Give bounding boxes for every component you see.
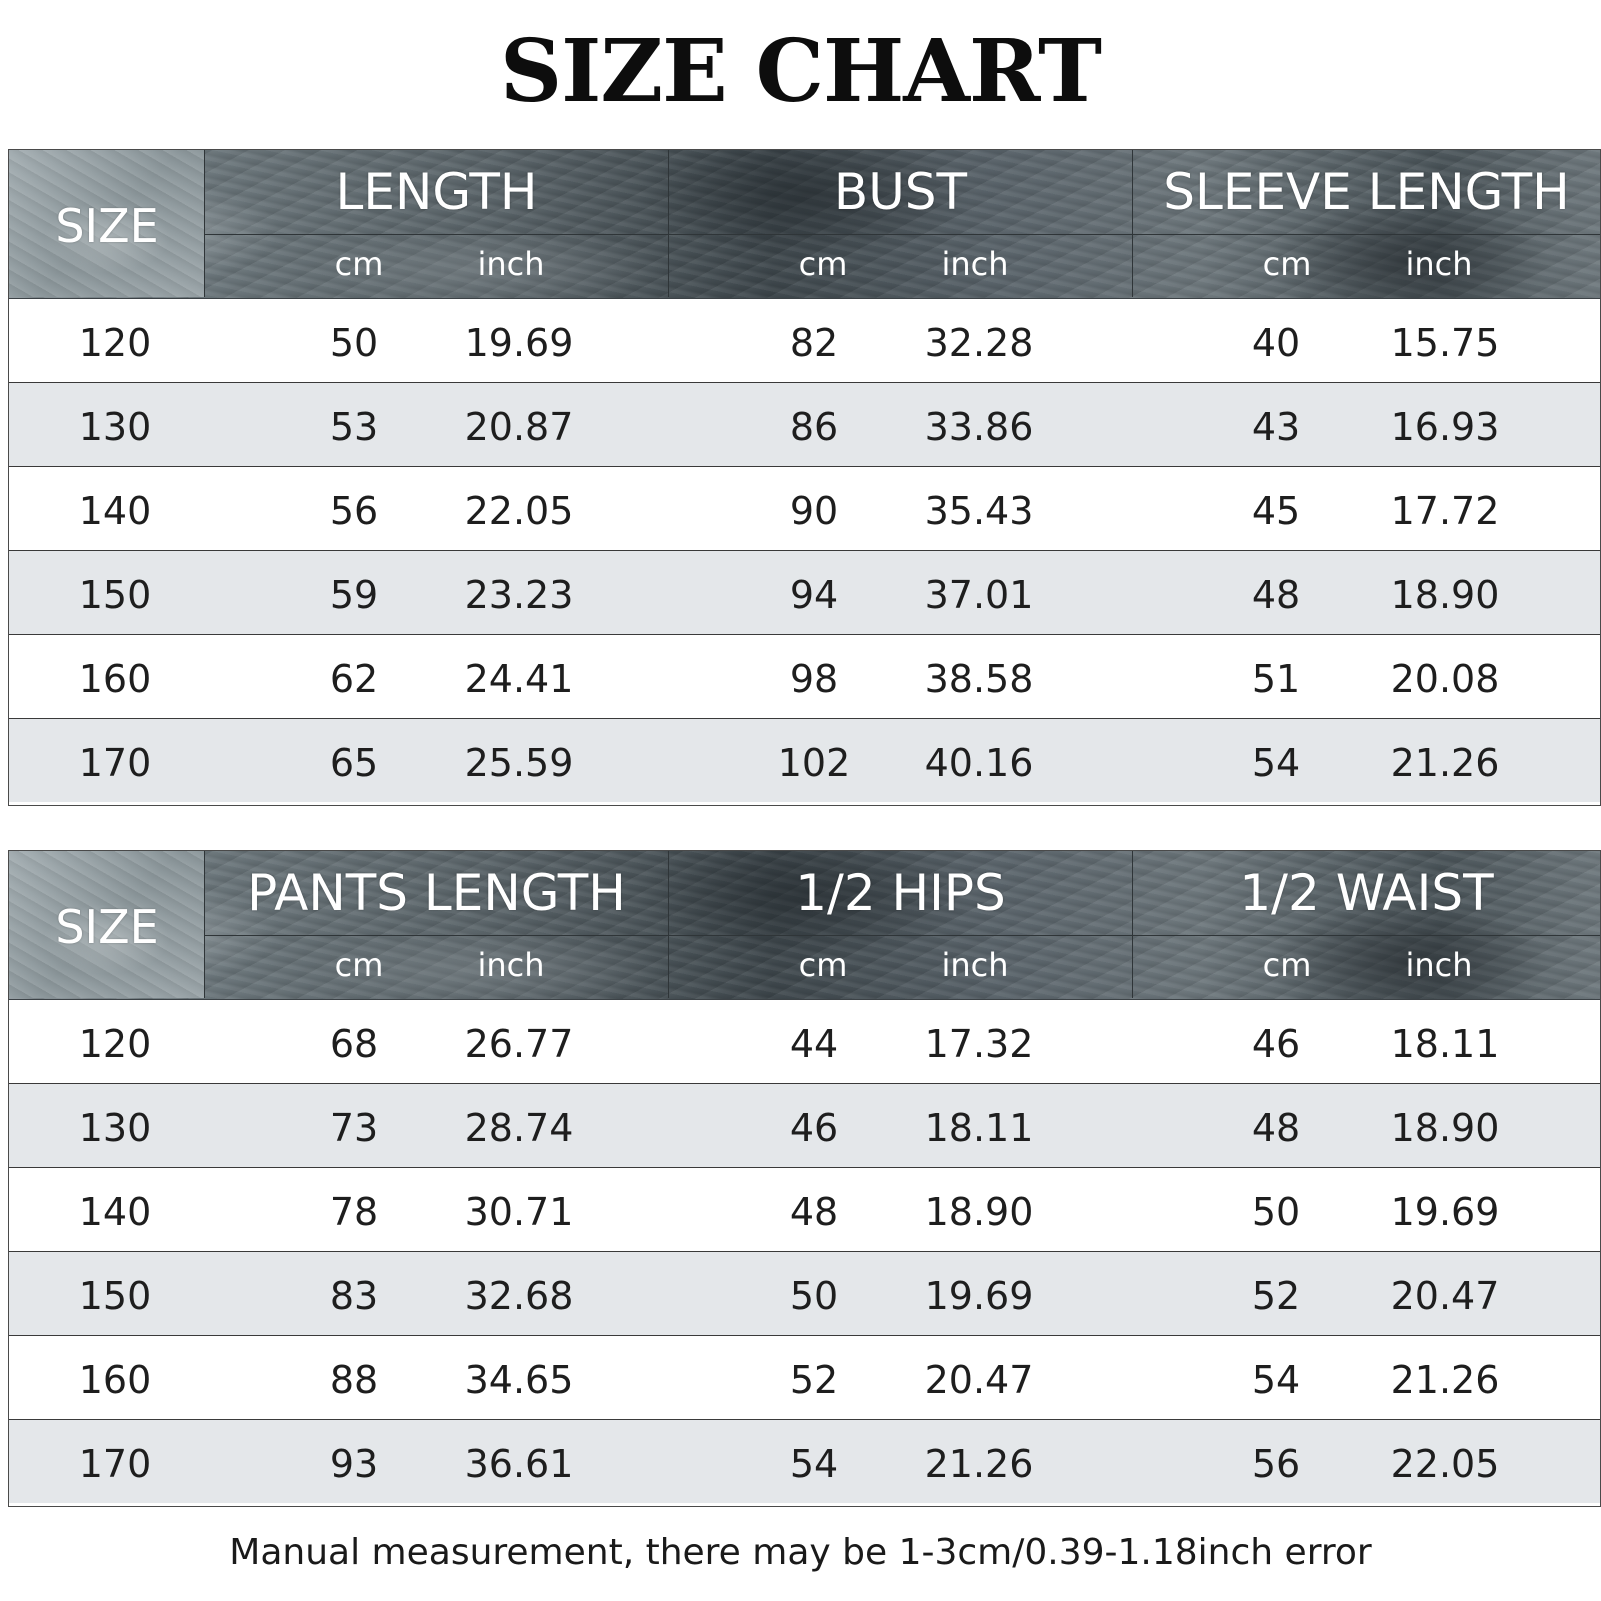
group1-cm-cell: 73 xyxy=(329,1106,379,1150)
unit-inch-label: inch xyxy=(477,245,545,283)
group3-cm-cell: 43 xyxy=(1251,405,1301,449)
unit-inch-label: inch xyxy=(1405,946,1473,984)
group-divider xyxy=(205,935,668,936)
group3-inch-cell: 18.11 xyxy=(1390,1022,1500,1066)
group1-inch-cell: 30.71 xyxy=(464,1190,574,1234)
table-row xyxy=(9,1336,1600,1420)
group3-inch-cell: 17.72 xyxy=(1390,489,1500,533)
group3-cm-cell: 50 xyxy=(1251,1190,1301,1234)
group2-cm-cell: 86 xyxy=(789,405,839,449)
group1-cm-cell: 88 xyxy=(329,1358,379,1402)
group2-inch-cell: 18.11 xyxy=(924,1106,1034,1150)
group-divider xyxy=(669,234,1132,235)
size-cell: 120 xyxy=(78,321,152,365)
group2-cm-cell: 54 xyxy=(789,1442,839,1486)
unit-inch-label: inch xyxy=(477,946,545,984)
group2-inch-cell: 18.90 xyxy=(924,1190,1034,1234)
table-row xyxy=(9,551,1600,635)
unit-cm-label: cm xyxy=(798,245,848,283)
group2-cm-cell: 46 xyxy=(789,1106,839,1150)
group1-cm-cell: 78 xyxy=(329,1190,379,1234)
size-header-cell xyxy=(9,851,205,998)
group-label: 1/2 HIPS xyxy=(795,864,1006,922)
group2-cm-cell: 82 xyxy=(789,321,839,365)
unit-cm-label: cm xyxy=(334,946,384,984)
table-row xyxy=(9,383,1600,467)
table-row xyxy=(9,1000,1600,1084)
group-divider xyxy=(669,935,1132,936)
column-group-pants-length xyxy=(205,851,669,998)
table-row xyxy=(9,1168,1600,1252)
group1-inch-cell: 34.65 xyxy=(464,1358,574,1402)
unit-inch-label: inch xyxy=(941,946,1009,984)
group3-cm-cell: 40 xyxy=(1251,321,1301,365)
group2-cm-cell: 94 xyxy=(789,573,839,617)
group3-inch-cell: 15.75 xyxy=(1390,321,1500,365)
table-row xyxy=(9,719,1600,802)
group1-inch-cell: 19.69 xyxy=(464,321,574,365)
unit-inch-label: inch xyxy=(1405,245,1473,283)
size-table-top xyxy=(8,149,1601,806)
table-header xyxy=(9,851,1600,1000)
group2-inch-cell: 35.43 xyxy=(924,489,1034,533)
group1-cm-cell: 65 xyxy=(329,741,379,785)
measurement-footnote: Manual measurement, there may be 1-3cm/0.39-1.18inch error xyxy=(229,1532,1372,1573)
group1-inch-cell: 22.05 xyxy=(464,489,574,533)
group1-cm-cell: 83 xyxy=(329,1274,379,1318)
size-cell: 170 xyxy=(78,1442,152,1486)
group2-inch-cell: 40.16 xyxy=(924,741,1034,785)
group1-cm-cell: 68 xyxy=(329,1022,379,1066)
page-title: SIZE CHART xyxy=(500,21,1101,122)
group1-inch-cell: 20.87 xyxy=(464,405,574,449)
group1-cm-cell: 62 xyxy=(329,657,379,701)
group2-cm-cell: 98 xyxy=(789,657,839,701)
group3-cm-cell: 48 xyxy=(1251,573,1301,617)
group2-inch-cell: 37.01 xyxy=(924,573,1034,617)
size-cell: 170 xyxy=(78,741,152,785)
group3-cm-cell: 52 xyxy=(1251,1274,1301,1318)
group2-cm-cell: 90 xyxy=(789,489,839,533)
group-divider xyxy=(1133,234,1600,235)
column-group-half-waist xyxy=(1133,851,1600,998)
group3-inch-cell: 19.69 xyxy=(1390,1190,1500,1234)
group2-inch-cell: 20.47 xyxy=(924,1358,1034,1402)
group2-cm-cell: 44 xyxy=(789,1022,839,1066)
table-row xyxy=(9,1084,1600,1168)
column-group-sleeve-length xyxy=(1133,150,1600,297)
group1-cm-cell: 50 xyxy=(329,321,379,365)
size-cell: 150 xyxy=(78,1274,152,1318)
group-divider xyxy=(205,234,668,235)
group-label: 1/2 WAIST xyxy=(1239,864,1494,922)
group3-cm-cell: 56 xyxy=(1251,1442,1301,1486)
group2-inch-cell: 32.28 xyxy=(924,321,1034,365)
column-group-length xyxy=(205,150,669,297)
group3-cm-cell: 45 xyxy=(1251,489,1301,533)
group3-inch-cell: 18.90 xyxy=(1390,573,1500,617)
group1-inch-cell: 32.68 xyxy=(464,1274,574,1318)
size-header-label: SIZE xyxy=(55,900,159,954)
column-group-half-hips xyxy=(669,851,1133,998)
size-header-label: SIZE xyxy=(55,199,159,253)
column-group-bust xyxy=(669,150,1133,297)
size-header-cell xyxy=(9,150,205,297)
group3-inch-cell: 16.93 xyxy=(1390,405,1500,449)
group2-cm-cell: 48 xyxy=(789,1190,839,1234)
group3-inch-cell: 22.05 xyxy=(1390,1442,1500,1486)
table-row xyxy=(9,1252,1600,1336)
size-cell: 160 xyxy=(78,657,152,701)
group3-cm-cell: 51 xyxy=(1251,657,1301,701)
group1-cm-cell: 59 xyxy=(329,573,379,617)
table-row xyxy=(9,1420,1600,1503)
group-label: PANTS LENGTH xyxy=(247,864,626,922)
table-header xyxy=(9,150,1600,299)
group2-inch-cell: 21.26 xyxy=(924,1442,1034,1486)
unit-cm-label: cm xyxy=(1262,245,1312,283)
group3-inch-cell: 18.90 xyxy=(1390,1106,1500,1150)
group-divider xyxy=(1133,935,1600,936)
group-label: LENGTH xyxy=(335,163,538,221)
unit-cm-label: cm xyxy=(334,245,384,283)
group-label: BUST xyxy=(833,163,968,221)
group1-cm-cell: 93 xyxy=(329,1442,379,1486)
group2-cm-cell: 102 xyxy=(777,741,851,785)
group1-inch-cell: 28.74 xyxy=(464,1106,574,1150)
group1-cm-cell: 53 xyxy=(329,405,379,449)
unit-cm-label: cm xyxy=(798,946,848,984)
group3-cm-cell: 54 xyxy=(1251,1358,1301,1402)
table-body xyxy=(9,299,1600,802)
group3-cm-cell: 48 xyxy=(1251,1106,1301,1150)
group3-cm-cell: 46 xyxy=(1251,1022,1301,1066)
group2-inch-cell: 38.58 xyxy=(924,657,1034,701)
group2-inch-cell: 17.32 xyxy=(924,1022,1034,1066)
group3-inch-cell: 20.08 xyxy=(1390,657,1500,701)
group3-inch-cell: 20.47 xyxy=(1390,1274,1500,1318)
group1-inch-cell: 36.61 xyxy=(464,1442,574,1486)
size-cell: 140 xyxy=(78,1190,152,1234)
size-cell: 130 xyxy=(78,405,152,449)
group2-cm-cell: 52 xyxy=(789,1358,839,1402)
table-body xyxy=(9,1000,1600,1503)
unit-cm-label: cm xyxy=(1262,946,1312,984)
table-row xyxy=(9,299,1600,383)
table-row xyxy=(9,467,1600,551)
group2-cm-cell: 50 xyxy=(789,1274,839,1318)
group3-cm-cell: 54 xyxy=(1251,741,1301,785)
group-label: SLEEVE LENGTH xyxy=(1163,163,1570,221)
group1-cm-cell: 56 xyxy=(329,489,379,533)
group3-inch-cell: 21.26 xyxy=(1390,741,1500,785)
group1-inch-cell: 25.59 xyxy=(464,741,574,785)
group1-inch-cell: 26.77 xyxy=(464,1022,574,1066)
size-cell: 160 xyxy=(78,1358,152,1402)
size-cell: 130 xyxy=(78,1106,152,1150)
group1-inch-cell: 23.23 xyxy=(464,573,574,617)
table-row xyxy=(9,635,1600,719)
group2-inch-cell: 19.69 xyxy=(924,1274,1034,1318)
size-cell: 140 xyxy=(78,489,152,533)
unit-inch-label: inch xyxy=(941,245,1009,283)
size-cell: 120 xyxy=(78,1022,152,1066)
group2-inch-cell: 33.86 xyxy=(924,405,1034,449)
group1-inch-cell: 24.41 xyxy=(464,657,574,701)
size-table-bottom xyxy=(8,850,1601,1507)
size-cell: 150 xyxy=(78,573,152,617)
group3-inch-cell: 21.26 xyxy=(1390,1358,1500,1402)
